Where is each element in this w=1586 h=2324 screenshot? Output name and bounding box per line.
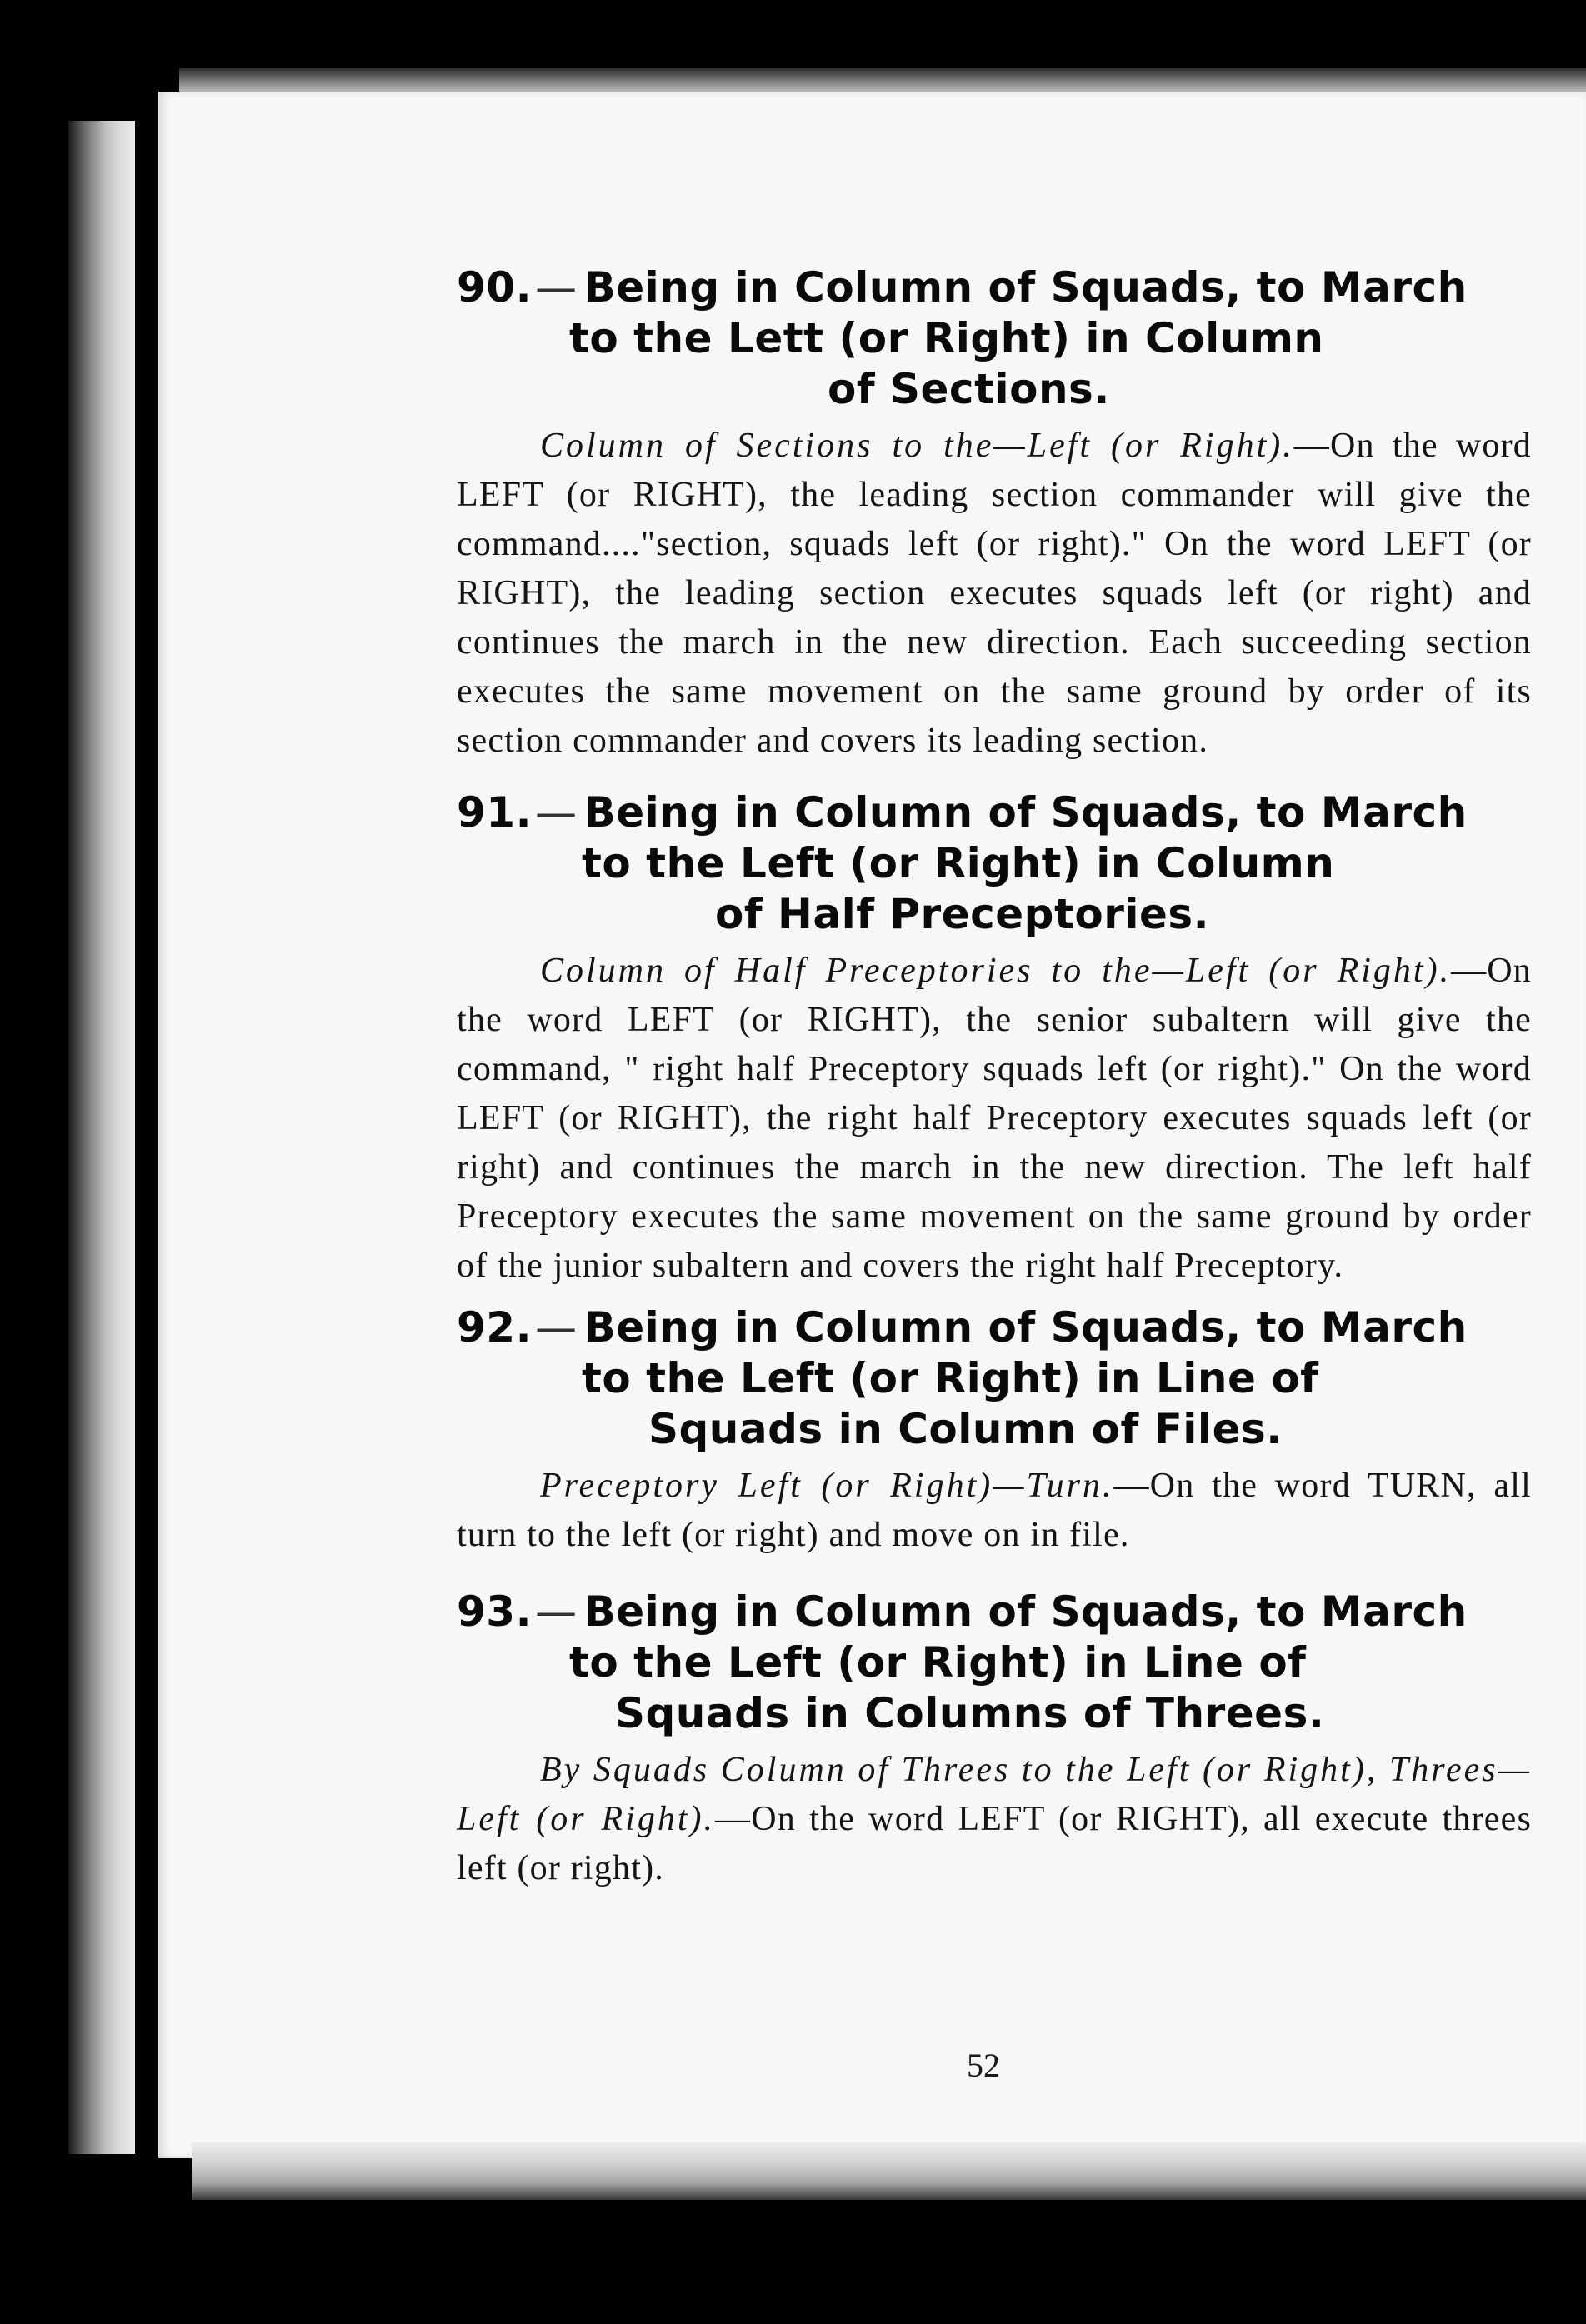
section-number: 93. <box>457 1587 533 1636</box>
book-spine-edge <box>68 121 135 2154</box>
section-91 <box>457 787 1532 1291</box>
command-text: Column of Half Preceptories to the—Left (or Right). <box>540 952 1452 990</box>
heading-line: Squads in Columns of Threes. <box>615 1689 1325 1737</box>
section-90 <box>457 262 1532 766</box>
section-93 <box>457 1587 1532 1893</box>
heading-line: of Half Preceptories. <box>715 890 1210 938</box>
section-paragraph <box>457 947 1532 1291</box>
body-text: —On the word LEFT (or RIGHT), the senior subaltern will give the command, " right half Preceptory squads left (or right)." On the word LEFT (or RIGHT), the right half Preceptory executes squads left (or right) and continues the march in the new direction. The left half Preceptory executes the same movement on the same ground by order of the junior subaltern and covers the right half Preceptory. <box>457 952 1532 1285</box>
section-heading: 93.— Being in Column of Squads, to March to the Left (or Right) in Line of Squads in Columns of Threes. <box>457 1587 1532 1739</box>
heading-line: Being in Column of Squads, to March <box>583 1303 1468 1352</box>
page-content <box>457 262 1532 1893</box>
heading-line: to the Left (or Right) in Line of <box>582 1354 1319 1402</box>
heading-line: Being in Column of Squads, to March <box>583 788 1468 837</box>
page-number: 52 <box>967 2047 1000 2084</box>
heading-line: to the Left (or Right) in Column <box>582 839 1335 887</box>
section-number: 90. <box>457 263 533 312</box>
heading-line: to the Lett (or Right) in Column <box>569 314 1324 362</box>
heading-line: Being in Column of Squads, to March <box>583 263 1468 312</box>
heading-line: to the Left (or Right) in Line of <box>569 1638 1307 1687</box>
command-text: By Squads Column of Threes to the Left (or Right), Threes—Left (or Right). <box>457 1751 1532 1838</box>
page-stack-bottom <box>192 2142 1586 2200</box>
command-text: Preceptory Left (or Right)—Turn. <box>540 1467 1114 1505</box>
section-92 <box>457 1302 1532 1560</box>
heading-line: Squads in Column of Files. <box>648 1405 1283 1453</box>
section-number: 92. <box>457 1303 533 1352</box>
section-paragraph <box>457 1462 1532 1560</box>
heading-line: Being in Column of Squads, to March <box>583 1587 1468 1636</box>
body-text: —On the word LEFT (or RIGHT), all execute threes left (or right). <box>457 1800 1532 1887</box>
command-text: Column of Sections to the—Left (or Right). <box>540 427 1294 465</box>
section-heading: 90.— Being in Column of Squads, to March to the Lett (or Right) in Column of Sections. <box>457 262 1532 415</box>
heading-line: of Sections. <box>828 365 1110 413</box>
body-text: —On the word TURN, all turn to the left (or right) and move on in file. <box>457 1467 1532 1554</box>
body-text: —On the word LEFT (or RIGHT), the leading section commander will give the command...."section, squads left (or right)." On the word LEFT (or RIGHT), the leading section executes squads left (or right) and continues the march in the new direction. Each succeeding section executes the same movement on the same ground by order of its section commander and covers its leading section. <box>457 427 1533 760</box>
section-heading: 91.— Being in Column of Squads, to March to the Left (or Right) in Column of Half Preceptories. <box>457 787 1532 940</box>
section-number: 91. <box>457 788 533 837</box>
section-paragraph <box>457 422 1532 766</box>
section-paragraph <box>457 1746 1532 1893</box>
section-heading: 92.— Being in Column of Squads, to March to the Left (or Right) in Line of Squads in Column of Files. <box>457 1302 1532 1455</box>
